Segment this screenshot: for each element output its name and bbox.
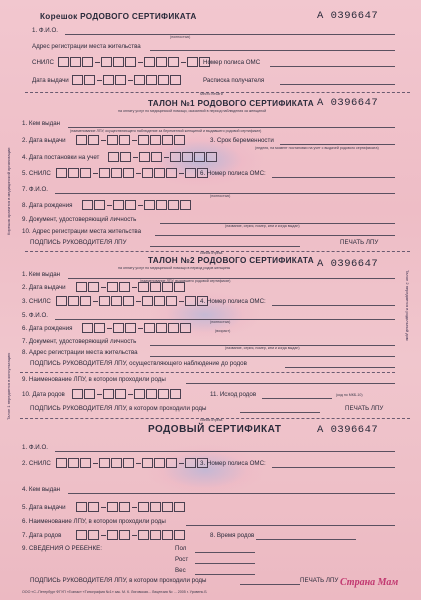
talon1-address-line[interactable] <box>155 235 395 236</box>
talon1-registration-cells[interactable] <box>108 152 218 162</box>
talon2-polis-line[interactable] <box>272 305 395 306</box>
stub-polis-label: Номер полиса ОМС <box>203 59 261 66</box>
talon1-birth-cells[interactable] <box>82 200 192 210</box>
talon2-head-sign2: ПОДПИСЬ РУКОВОДИТЕЛЯ ЛПУ, в котором проходили роды <box>30 405 207 412</box>
stub-address-line[interactable] <box>150 50 395 51</box>
cert-time-label: 8. Время родов <box>210 532 255 539</box>
talon1-snils-label: 5. СНИЛС <box>22 170 51 177</box>
cert-issued-by-line[interactable] <box>68 493 395 494</box>
side-note-left-top: Корешок хранится в медицинской организации <box>6 147 11 235</box>
talon2-snils-cells[interactable] <box>56 296 209 306</box>
stub-receipt-label: Расписка получателя <box>203 77 265 84</box>
stub-fio-line[interactable] <box>65 34 395 35</box>
stub-title: Корешок РОДОВОГО СЕРТИФИКАТА <box>40 12 197 21</box>
talon1-pregnancy-label: 3. Срок беременности <box>210 137 274 144</box>
stub-serial: А 0396647 <box>317 10 379 22</box>
cert-weight-label: Вес <box>175 567 186 574</box>
cert-issued-by-label: 4. Кем выдан <box>22 486 61 493</box>
talon1-pregnancy-line[interactable] <box>280 144 395 145</box>
talon2-document-label: 7. Документ, удостоверяющий личность <box>22 338 137 345</box>
talon1-polis-label: 6. Номер полиса ОМС: <box>200 170 266 177</box>
talon2-issued-by-line[interactable] <box>68 278 395 279</box>
talon2-issue-date-cells[interactable] <box>76 282 186 292</box>
talon1-registration-label: 4. Дата постановки на учет <box>22 154 100 161</box>
cert-polis-label: 3. Номер полиса ОМС: <box>200 460 266 467</box>
talon2-birth-label: 6. Дата рождения <box>22 325 73 332</box>
talon1-sign-place: Место печати <box>200 92 223 96</box>
stub-receipt-line[interactable] <box>280 84 395 85</box>
stub-issue-date-cells[interactable] <box>72 75 182 85</box>
talon1-sign-line[interactable] <box>150 246 300 247</box>
talon2-snils-label: 3. СНИЛС <box>22 298 51 305</box>
cert-height-line[interactable] <box>195 563 255 564</box>
cert-birth-date-label: 7. Дата родов <box>22 532 62 539</box>
talon1-head-sign: ПОДПИСЬ РУКОВОДИТЕЛЯ ЛПУ <box>30 239 127 246</box>
cert-birth-date-cells[interactable] <box>76 530 186 540</box>
talon2-issued-by-label: 1. Кем выдан <box>22 271 61 278</box>
stub-fio-label: 1. Ф.И.О. <box>32 27 59 34</box>
cert-child-label: 9. СВЕДЕНИЯ О РЕБЕНКЕ: <box>22 545 102 552</box>
cert-title: РОДОВЫЙ СЕРТИФИКАТ <box>148 424 282 435</box>
site-watermark: Страна Мам <box>340 577 399 588</box>
stub-snils-label: СНИЛС <box>32 59 54 66</box>
talon2-birth-cells[interactable] <box>82 323 192 333</box>
cert-stamp: ПЕЧАТЬ ЛПУ <box>300 577 339 584</box>
cert-weight-line[interactable] <box>195 574 255 575</box>
talon2-subtitle: на оплату услуг по медицинской помощи в период родов женщины <box>118 266 231 270</box>
cert-sign-place: Линия отреза <box>200 418 223 422</box>
stub-issue-date-label: Дата выдачи <box>32 77 69 84</box>
talon1-subtitle: на оплату услуг по медицинской помощи, оказанной в период наблюдения за женщиной <box>118 109 267 113</box>
cert-snils-label: 2. СНИЛС <box>22 460 51 467</box>
talon2-outcome-line[interactable] <box>262 398 332 399</box>
talon2-birth-date-label: 10. Дата родов <box>22 391 65 398</box>
talon2-issued-by-hint: (наименование ЛПУ, выдавшего родовой сертификат) <box>140 279 231 283</box>
talon2-outcome-label: 11. Исход родов <box>210 391 257 398</box>
talon1-fio-label: 7. Ф.И.О. <box>22 186 49 193</box>
talon1-serial: А 0396647 <box>317 97 379 109</box>
talon1-polis-line[interactable] <box>272 177 395 178</box>
cert-lpu-line[interactable] <box>186 525 395 526</box>
talon2-address-line[interactable] <box>150 356 395 357</box>
talon2-document-hint: (название, серия, номер, кем и когда выдан) <box>225 346 300 350</box>
cert-sex-label: Пол <box>175 545 187 552</box>
cert-lpu-label: 6. Наименование ЛПУ, в котором проходили роды <box>22 518 166 525</box>
talon2-title: ТАЛОН №2 РОДОВОГО СЕРТИФИКАТА <box>148 256 314 265</box>
talon2-fio-label: 5. Ф.И.О. <box>22 312 49 319</box>
talon2-birth-date-cells[interactable] <box>72 389 182 399</box>
side-note-right-mid: Талон 2 передается в родильный дом <box>405 270 410 341</box>
talon2-address-label: 8. Адрес регистрации места жительства <box>22 349 138 356</box>
talon2-outcome-hint: (код по МКБ-10) <box>336 393 363 397</box>
talon1-snils-cells[interactable] <box>56 168 209 178</box>
talon2-issue-date-label: 2. Дата выдачи <box>22 284 66 291</box>
cert-height-label: Рост <box>175 556 189 563</box>
talon1-pregnancy-hint: (неделя, на момент постановки на учет с выдачей родового сертификата) <box>255 146 379 150</box>
stub-fio-hint: (полностью) <box>170 35 191 39</box>
cert-sex-line[interactable] <box>195 552 255 553</box>
inner-divider <box>20 372 395 373</box>
talon1-issue-date-label: 2. Дата выдачи <box>22 137 66 144</box>
talon1-document-hint: (название, серия, номер, кем и когда выдан) <box>225 224 300 228</box>
talon2-sign2-line[interactable] <box>240 412 320 413</box>
talon1-fio-hint: (полностью) <box>210 194 231 198</box>
talon1-issue-date-cells[interactable] <box>76 135 186 145</box>
talon1-issued-by-hint: (наименование ЛПУ, осуществляющего наблюдение за беременной женщиной и выдавшего родовой сертификат) <box>70 129 262 133</box>
talon2-polis-label: 4. Номер полиса ОМС: <box>200 298 266 305</box>
cert-head-sign: ПОДПИСЬ РУКОВОДИТЕЛЯ ЛПУ, в котором проходили роды <box>30 577 207 584</box>
cert-issue-date-label: 5. Дата выдачи <box>22 504 66 511</box>
cert-fio-line[interactable] <box>55 451 395 452</box>
talon2-lpu-label: 9. Наименование ЛПУ, в котором проходили роды <box>22 376 166 383</box>
talon2-sign-line[interactable] <box>285 367 395 368</box>
stub-address-label: Адрес регистрации места жительства <box>32 43 141 50</box>
talon2-stamp: ПЕЧАТЬ ЛПУ <box>345 405 384 412</box>
cert-serial: А 0396647 <box>317 424 379 436</box>
stub-snils-cells[interactable] <box>58 57 211 67</box>
talon1-issued-by-label: 1. Кем выдан <box>22 120 61 127</box>
talon1-address-label: 10. Адрес регистрации места жительства <box>22 228 142 235</box>
talon1-issued-by-line[interactable] <box>68 127 395 128</box>
talon1-title: ТАЛОН №1 РОДОВОГО СЕРТИФИКАТА <box>148 99 314 108</box>
cert-polis-line[interactable] <box>272 467 395 468</box>
talon2-fio-hint: (полностью) <box>210 320 231 324</box>
cert-sign-line[interactable] <box>240 584 300 585</box>
side-note-left-mid: Талон 1 передается в консультацию <box>6 352 11 420</box>
cert-time-line[interactable] <box>256 539 356 540</box>
talon2-sign-place: Линия отреза <box>200 251 223 255</box>
cert-footer: ООО «С.-Петербург ФГУП «Гознак» «Типография №1» зак. М. К. Лиговская... Лицензия № ... 2005 г. Уровень Б <box>22 590 207 594</box>
cert-snils-cells[interactable] <box>56 458 209 468</box>
stub-polis-line[interactable] <box>270 66 395 67</box>
cert-issue-date-cells[interactable] <box>76 502 186 512</box>
talon2-serial: А 0396647 <box>317 258 379 270</box>
talon1-stamp: ПЕЧАТЬ ЛПУ <box>340 239 379 246</box>
talon2-lpu-line[interactable] <box>186 383 395 384</box>
cert-fio-label: 1. Ф.И.О. <box>22 444 49 451</box>
talon2-head-sign: ПОДПИСЬ РУКОВОДИТЕЛЯ ЛПУ, осуществляющего наблюдение до родов <box>30 360 247 367</box>
talon2-age-label: (возраст) <box>215 329 231 333</box>
talon1-birth-label: 8. Дата рождения <box>22 202 73 209</box>
talon1-document-label: 9. Документ, удостоверяющий личность <box>22 216 137 223</box>
